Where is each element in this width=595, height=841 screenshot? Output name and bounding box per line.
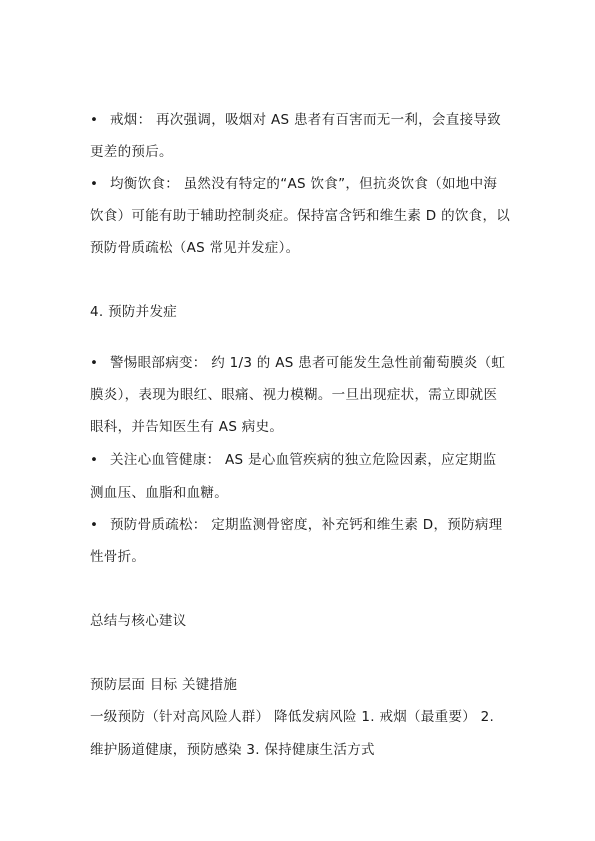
table-row (90, 741, 375, 759)
line-text: 均衡饮食： 虽然没有特定的“AS 饮食”，但抗炎饮食（如地中海 (110, 176, 498, 192)
text-line (90, 418, 283, 436)
section-heading (90, 303, 177, 321)
line-text: 预防骨质疏松： 定期监测骨密度，补充钙和维生素 D，预防病理 (110, 517, 503, 533)
text-line (90, 548, 145, 566)
table-row (90, 708, 494, 726)
line-text: 饮食）可能有助于辅助控制炎症。保持富含钙和维生素 D 的饮食，以 (90, 208, 511, 224)
text-line (90, 143, 173, 161)
section-heading (90, 612, 187, 630)
line-text: 眼科，并告知医生有 AS 病史。 (90, 419, 284, 435)
line-text: 总结与核心建议 (90, 613, 187, 629)
line-text: 膜炎），表现为眼红、眼痛、视力模糊。一旦出现症状，需立即就医 (90, 387, 498, 403)
line-text: 4. 预防并发症 (90, 304, 178, 320)
text-line (90, 239, 299, 257)
line-text: 警惕眼部病变： 约 1/3 的 AS 患者可能发生急性前葡萄膜炎（虹 (110, 355, 506, 371)
line-text: 测血压、血脂和血糖。 (90, 485, 228, 501)
bullet-marker: • (90, 452, 99, 468)
table-header-row (90, 676, 237, 694)
line-text: 一级预防（针对高风险人群） 降低发病风险 1. 戒烟（最重要） 2. (90, 709, 495, 725)
text-line (90, 175, 497, 193)
line-text: 维护肠道健康，预防感染 3. 保持健康生活方式 (90, 742, 375, 758)
line-text: 戒烟： 再次强调，吸烟对 AS 患者有百害而无一利，会直接导致 (110, 112, 501, 128)
text-line (90, 451, 496, 469)
text-line (90, 386, 497, 404)
bullet-marker: • (90, 355, 99, 371)
line-text: 预防层面 目标 关键措施 (90, 677, 238, 693)
text-line (90, 207, 510, 225)
text-line (90, 516, 502, 534)
bullet-marker: • (90, 517, 99, 533)
text-line (90, 484, 228, 502)
bullet-marker: • (90, 176, 99, 192)
line-text: 更差的预后。 (90, 144, 173, 160)
text-line (90, 111, 501, 129)
bullet-marker: • (90, 112, 99, 128)
line-text: 关注心血管健康： AS 是心血管疾病的独立危险因素，应定期监 (110, 452, 497, 468)
text-line (90, 354, 505, 372)
line-text: 预防骨质疏松（AS 常见并发症）。 (90, 240, 300, 256)
line-text: 性骨折。 (90, 549, 146, 565)
